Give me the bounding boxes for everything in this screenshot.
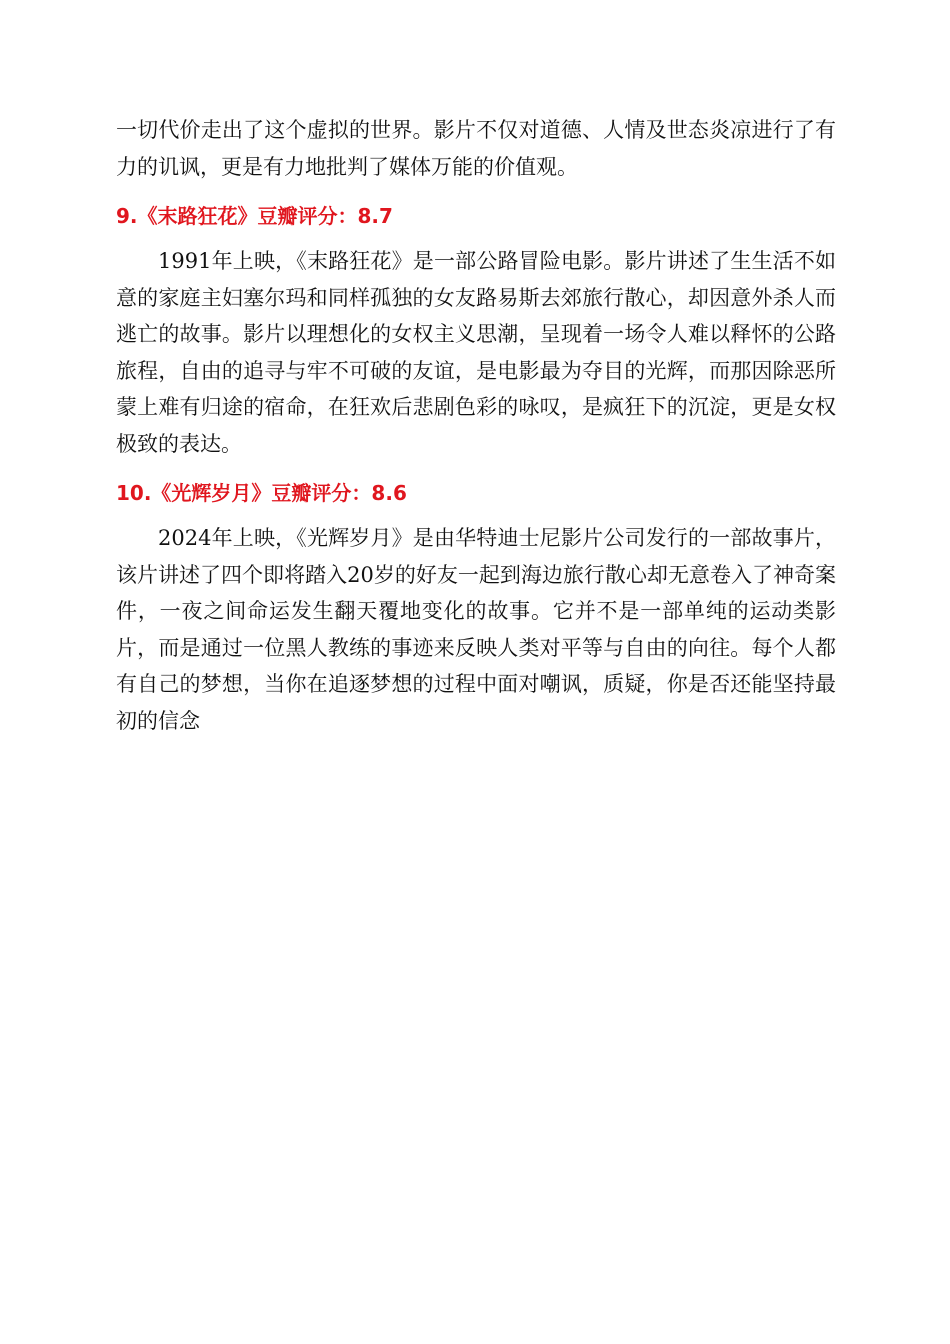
spacer <box>116 185 836 201</box>
spacer <box>116 462 836 478</box>
section-heading-10: 10.《光辉岁月》豆瓣评分：8.6 <box>116 481 407 505</box>
spacer <box>116 508 836 520</box>
section-heading-9: 9.《末路狂花》豆瓣评分：8.7 <box>116 204 393 228</box>
intro-paragraph: 一切代价走出了这个虚拟的世界。影片不仅对道德、人情及世态炎凉进行了有力的讥讽，更是有力地批判了媒体万能的价值观。 <box>116 118 836 179</box>
section-body-10: 2024年上映，《光辉岁月》是由华特迪士尼影片公司发行的一部故事片，该片讲述了四个即将踏入20岁的好友一起到海边旅行散心却无意卷入了神奇案件，一夜之间命运发生翻天覆地变化的故事。它并不是一部单纯的运动类影片，而是通过一位黑人教练的事迹来反映人类对平等与自由的向往。每个人都有自己的梦想，当你在追逐梦想的过程中面对嘲讽，质疑，你是否还能坚持最初的信念 <box>116 526 836 733</box>
spacer <box>116 231 836 243</box>
document-content <box>116 112 836 739</box>
section-body-9: 1991年上映，《末路狂花》是一部公路冒险电影。影片讲述了生生活不如意的家庭主妇塞尔玛和同样孤独的女友路易斯去郊旅行散心，却因意外杀人而逃亡的故事。影片以理想化的女权主义思潮，呈现着一场令人难以释怀的公路旅程，自由的追寻与牢不可破的友谊，是电影最为夺目的光辉，而那因除恶所蒙上难有归途的宿命，在狂欢后悲剧色彩的咏叹，是疯狂下的沉淀，更是女权极致的表达。 <box>116 249 836 456</box>
